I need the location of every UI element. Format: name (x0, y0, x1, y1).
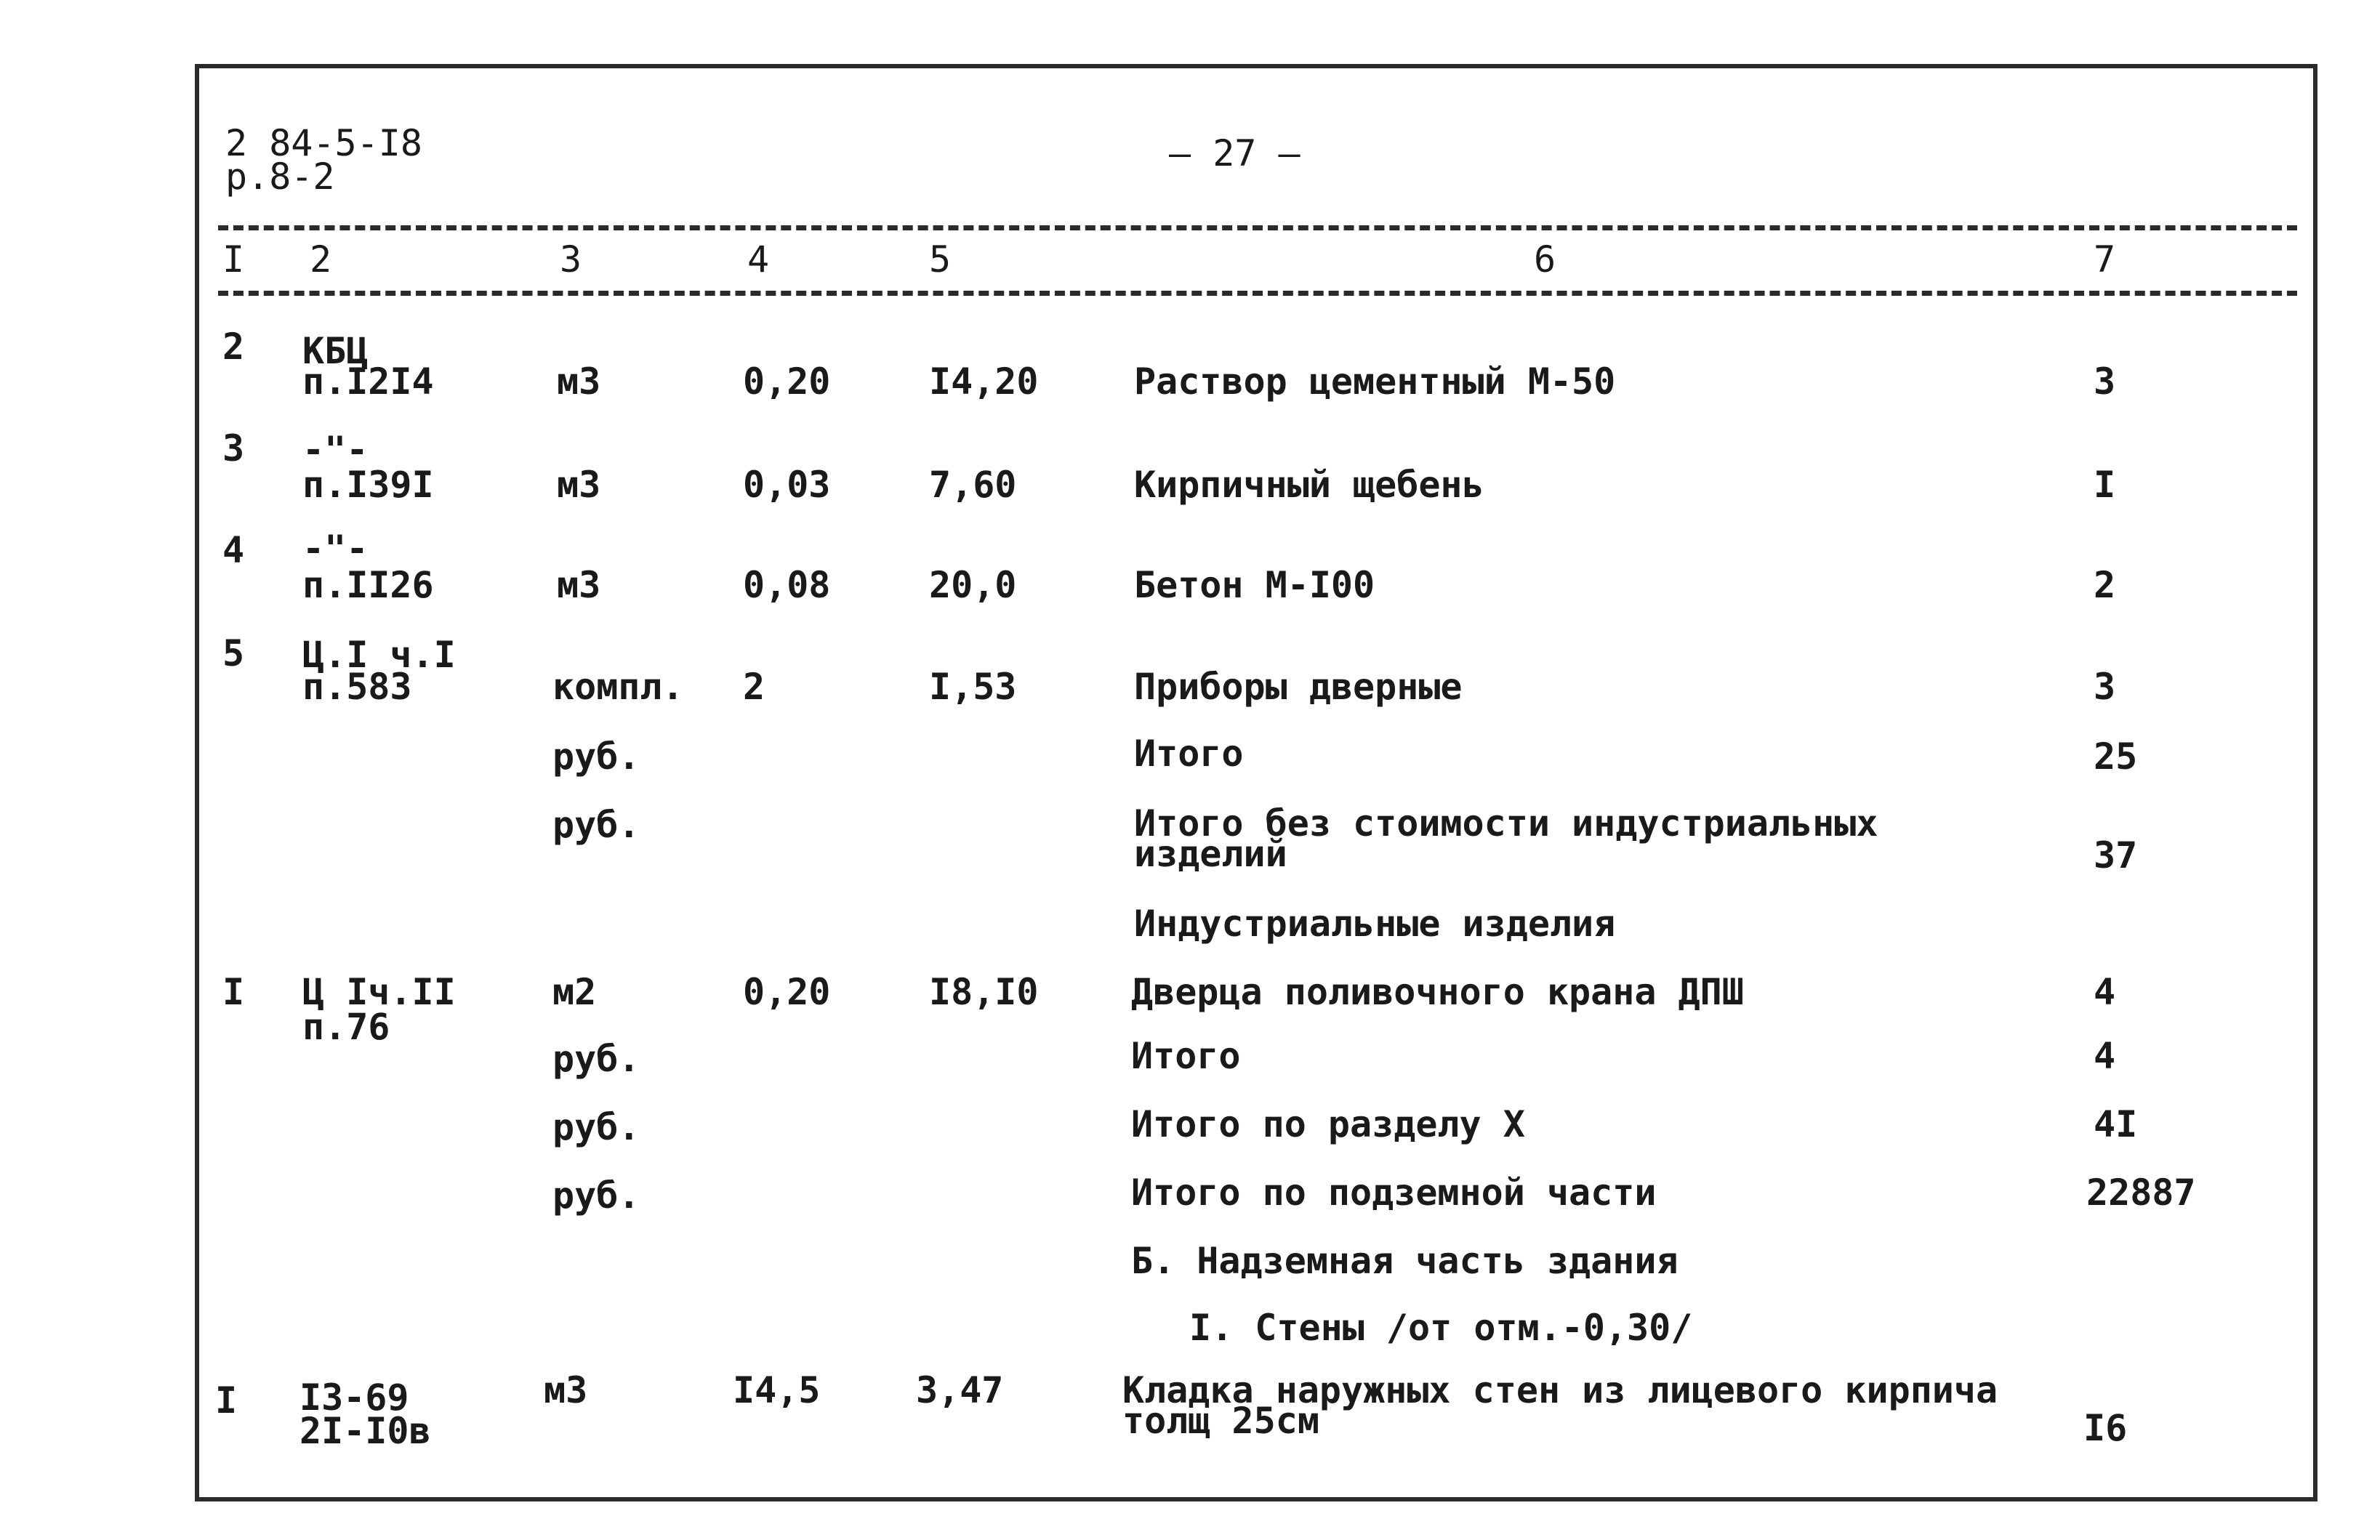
doc-code-line2: р.8-2 (225, 156, 335, 198)
row-description: Итого по подземной части (1131, 1172, 1657, 1214)
row-price: 3,47 (916, 1369, 1004, 1411)
row-ref: -"- (302, 429, 369, 471)
row-total: 37 (2094, 834, 2138, 876)
row-price: I,53 (929, 666, 1017, 708)
row-unit: компл. (552, 666, 684, 708)
row-total: 4 (2094, 1035, 2116, 1077)
row-ref: КБЦ (302, 330, 369, 372)
page-frame (195, 64, 2317, 1501)
row-total: 25 (2094, 735, 2138, 778)
row-number: 3 (222, 427, 245, 469)
row-number: I (215, 1379, 238, 1422)
row-total: I6 (2083, 1407, 2128, 1449)
row-ref: Ц.I ч.I (302, 634, 456, 676)
row-description-cont: изделий (1134, 833, 1287, 875)
row-ref: п.583 (302, 666, 412, 708)
row-price: 7,60 (929, 464, 1017, 506)
row-ref: п.II26 (302, 564, 434, 606)
row-number: 2 (222, 326, 245, 368)
row-ref: 2I-I0в (299, 1410, 431, 1452)
row-total: 22887 (2086, 1172, 2196, 1214)
row-total: 3 (2094, 360, 2116, 403)
row-description: Итого (1131, 1035, 1241, 1077)
row-price: I8,I0 (929, 971, 1039, 1013)
row-unit: м2 (552, 971, 597, 1013)
col-header-1: I (222, 238, 245, 281)
col-header-5: 5 (929, 238, 952, 281)
row-unit: м3 (557, 564, 601, 606)
col-header-3: 3 (560, 238, 582, 281)
col-header-4: 4 (747, 238, 770, 281)
col-header-6: 6 (1534, 238, 1556, 281)
doc-code-line1: 2 84-5-I8 (225, 122, 422, 164)
row-unit: руб. (552, 1174, 640, 1217)
row-qty: 0,20 (743, 360, 831, 403)
section-heading: Б. Надземная часть здания (1131, 1240, 1679, 1282)
row-qty: 2 (743, 666, 765, 708)
row-qty: I4,5 (733, 1369, 821, 1411)
row-ref: п.I2I4 (302, 360, 434, 403)
row-total: 4I (2094, 1103, 2138, 1145)
row-price: I4,20 (929, 360, 1039, 403)
row-total: 2 (2094, 564, 2116, 606)
row-number: 5 (222, 632, 245, 674)
row-description: Дверца поливочного крана ДПШ (1131, 971, 1744, 1013)
header-divider-top (218, 225, 2297, 230)
row-qty: 0,08 (743, 564, 831, 606)
row-total: 4 (2094, 971, 2116, 1013)
page-number: — 27 — (1169, 132, 1300, 174)
row-ref: I3-69 (299, 1376, 409, 1419)
row-unit: руб. (552, 1106, 640, 1148)
row-description: Кирпичный щебень (1134, 464, 1484, 506)
row-description-cont: толщ 25см (1122, 1400, 1319, 1442)
col-header-2: 2 (310, 238, 332, 281)
row-number: 4 (222, 529, 245, 571)
row-unit: руб. (552, 735, 640, 778)
row-description: Раствор цементный М-50 (1134, 360, 1616, 403)
header-divider-bottom (218, 291, 2297, 296)
section-heading: Индустриальные изделия (1134, 903, 1616, 945)
col-header-7: 7 (2094, 238, 2116, 281)
row-ref: п.I39I (302, 464, 434, 506)
row-number: I (222, 971, 245, 1013)
row-description: Кладка наружных стен из лицевого кирпича (1122, 1369, 1998, 1411)
row-description: Итого (1134, 733, 1244, 775)
row-ref: п.76 (302, 1006, 390, 1048)
row-unit: руб. (552, 804, 640, 846)
row-description: Приборы дверные (1134, 666, 1463, 708)
row-total: 3 (2094, 666, 2116, 708)
row-unit: м3 (544, 1369, 588, 1411)
row-total: I (2094, 464, 2116, 506)
subsection-heading: I. Стены /от отм.-0,30/ (1189, 1307, 1693, 1349)
row-description: Бетон М-I00 (1134, 564, 1375, 606)
row-description: Итого без стоимости индустриальных (1134, 802, 1878, 844)
row-qty: 0,20 (743, 971, 831, 1013)
row-ref: Ц Iч.II (302, 971, 456, 1013)
row-price: 20,0 (929, 564, 1017, 606)
row-unit: м3 (557, 464, 601, 506)
row-ref: -"- (302, 528, 369, 570)
row-unit: руб. (552, 1038, 640, 1080)
row-qty: 0,03 (743, 464, 831, 506)
row-unit: м3 (557, 360, 601, 403)
row-description: Итого по разделу X (1131, 1103, 1525, 1145)
